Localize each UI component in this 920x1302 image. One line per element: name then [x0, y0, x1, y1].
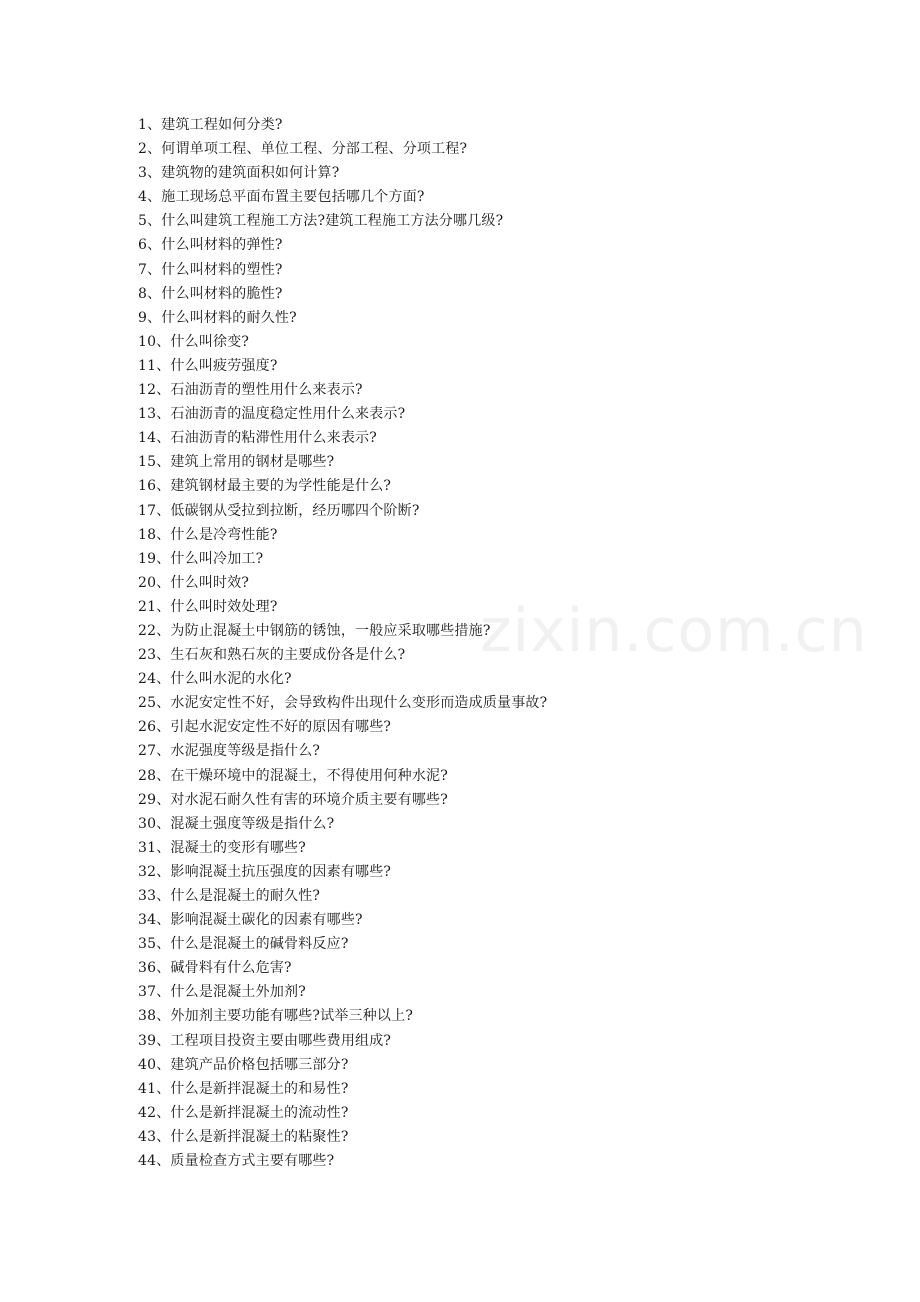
question-item: 2、何谓单项工程、单位工程、分部工程、分项工程?	[138, 141, 468, 158]
question-item: 20、什么叫时效?	[138, 574, 250, 591]
question-item: 33、什么是混凝土的耐久性?	[138, 888, 321, 904]
question-item: 43、什么是新拌混凝土的粘聚性?	[138, 1128, 349, 1145]
question-item: 3、建筑物的建筑面积如何计算?	[138, 165, 340, 182]
question-item: 41、什么是新拌混凝土的和易性?	[138, 1080, 349, 1097]
question-item: 40、建筑产品价格包括哪三部分?	[138, 1056, 349, 1073]
question-item: 32、影响混凝土抗压强度的因素有哪些?	[138, 863, 392, 880]
question-item: 5、什么叫建筑工程施工方法?建筑工程施工方法分哪几级?	[138, 213, 504, 230]
question-item: 25、水泥安定性不好，会导致构件出现什么变形而造成质量事故?	[138, 695, 548, 712]
question-item: 18、什么是冷弯性能?	[138, 526, 278, 543]
question-item: 26、引起水泥安定性不好的原因有哪些?	[138, 719, 392, 736]
question-item: 31、混凝土的变形有哪些?	[138, 839, 306, 856]
question-item: 22、为防止混凝土中钢筋的锈蚀，一般应采取哪些措施?	[138, 622, 491, 639]
question-item: 28、在干燥环境中的混凝土，不得使用何种水泥?	[138, 767, 448, 784]
watermark: zixin.com.cn	[480, 596, 868, 666]
question-item: 42、什么是新拌混凝土的流动性?	[138, 1104, 349, 1121]
question-item: 30、混凝土强度等级是指什么?	[138, 815, 335, 832]
question-list	[138, 113, 547, 1173]
question-item: 34、影响混凝土碳化的因素有哪些?	[138, 912, 363, 929]
question-item: 17、低碳钢从受拉到拉断，经历哪四个阶断?	[138, 502, 420, 519]
question-item: 12、石油沥青的塑性用什么来表示?	[138, 382, 363, 399]
question-item: 15、建筑上常用的钢材是哪些?	[138, 454, 335, 471]
question-item: 39、工程项目投资主要由哪些费用组成?	[138, 1032, 392, 1049]
question-item: 27、水泥强度等级是指什么?	[138, 743, 321, 760]
question-item: 44、质量检查方式主要有哪些?	[138, 1153, 335, 1170]
question-item: 9、什么叫材料的耐久性?	[138, 309, 297, 326]
question-item: 14、石油沥青的粘滞性用什么来表示?	[138, 430, 377, 447]
question-item: 35、什么是混凝土的碱骨料反应?	[138, 936, 349, 953]
question-item: 7、什么叫材料的塑性?	[138, 261, 283, 278]
question-item: 6、什么叫材料的弹性?	[138, 237, 283, 254]
question-item: 23、生石灰和熟石灰的主要成份各是什么?	[138, 647, 406, 664]
question-item: 16、建筑钢材最主要的为学性能是什么?	[138, 478, 392, 495]
question-item: 38、外加剂主要功能有哪些?试举三种以上?	[138, 1008, 414, 1025]
question-item: 8、什么叫材料的脆性?	[138, 285, 283, 302]
question-item: 19、什么叫冷加工?	[138, 550, 264, 567]
question-item: 11、什么叫疲劳强度?	[138, 357, 278, 374]
question-item: 24、什么叫水泥的水化?	[138, 671, 292, 688]
question-item: 10、什么叫徐变?	[138, 333, 250, 350]
question-item: 36、碱骨料有什么危害?	[138, 960, 292, 977]
question-item: 21、什么叫时效处理?	[138, 598, 278, 615]
question-item: 37、什么是混凝土外加剂?	[138, 984, 306, 1001]
question-item: 29、对水泥石耐久性有害的环境介质主要有哪些?	[138, 791, 448, 808]
question-item: 1、建筑工程如何分类?	[138, 117, 283, 133]
question-item: 4、施工现场总平面布置主要包括哪几个方面?	[138, 189, 425, 206]
question-item: 13、石油沥青的温度稳定性用什么来表示?	[138, 406, 406, 423]
